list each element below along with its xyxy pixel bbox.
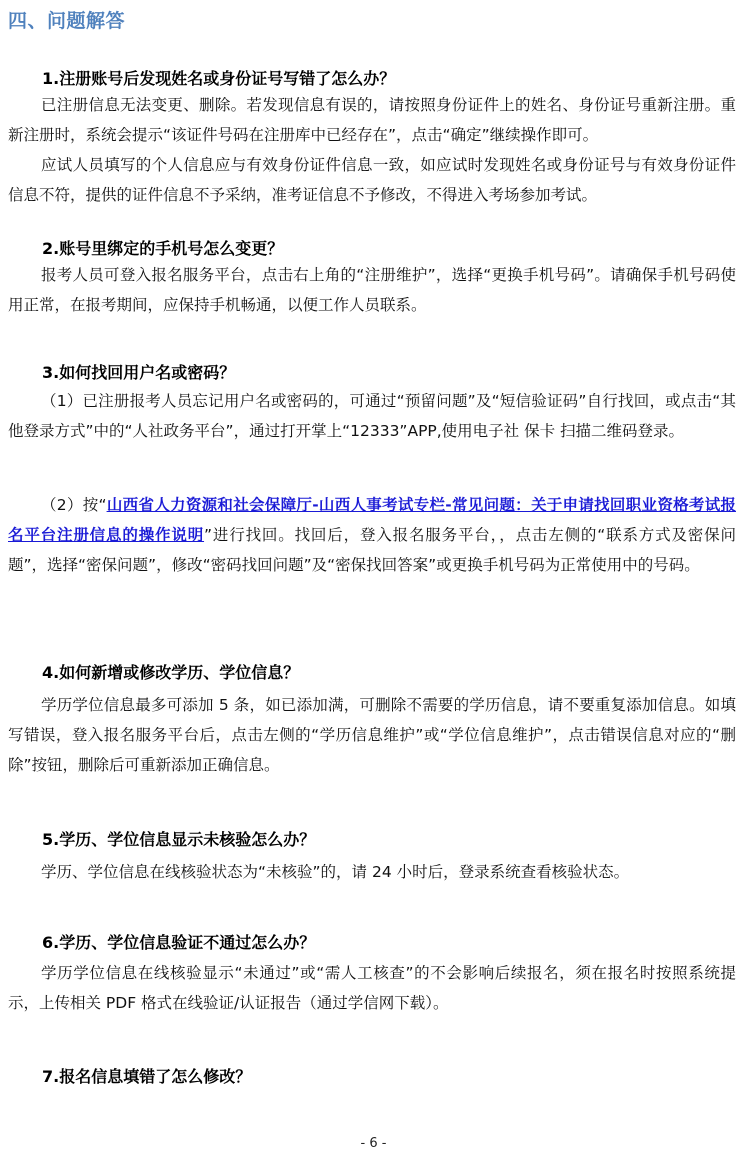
faq-question-1: 1.注册账号后发现姓名或身份证号写错了怎么办？ bbox=[42, 69, 396, 88]
faq-question-2: 2.账号里绑定的手机号怎么变更？ bbox=[42, 239, 284, 258]
faq-answer-1-paragraph-1: 已注册信息无法变更、删除。若发现信息有误的，请按照身份证件上的姓名、身份证号重新注册。重新注册时，系统会提示“该证件号码在注册库中已经存在”，点击“确定”继续操作即可。 bbox=[8, 96, 736, 144]
faq-answer-2-paragraph-1: 报考人员可登入报名服务平台，点击右上角的“注册维护”，选择“更换手机号码”。请确保手机号码使用正常，在报考期间，应保持手机畅通，以便工作人员联系。 bbox=[8, 266, 736, 314]
faq-question-7: 7.报名信息填错了怎么修改？ bbox=[42, 1067, 252, 1086]
faq-answer-6-paragraph-1: 学历学位信息在线核验显示“未通过”或“需人工核查”的不会影响后续报名，须在报名时按照系统提示，上传相关 PDF 格式在线验证/认证报告（通过学信网下载）。 bbox=[8, 964, 736, 1012]
page-number: - 6 - bbox=[360, 1136, 387, 1151]
link-prefix-text: （2）按“ bbox=[41, 496, 107, 514]
faq-question-6: 6.学历、学位信息验证不通过怎么办？ bbox=[42, 933, 316, 952]
faq-answer-3-paragraph-2 bbox=[8, 490, 736, 580]
faq-question-4: 4.如何新增或修改学历、学位信息？ bbox=[42, 663, 300, 682]
faq-question-5: 5.学历、学位信息显示未核验怎么办？ bbox=[42, 830, 316, 849]
help-article-link[interactable]: 山西省人力资源和社会保障厅-山西人事考试专栏-常见问题：关于申请找回职业资格考试报名平台注册信息的操作说明 bbox=[8, 496, 736, 544]
section-title: 四、问题解答 bbox=[8, 10, 126, 32]
faq-answer-4-paragraph-1: 学历学位信息最多可添加 5 条，如已添加满，可删除不需要的学历信息，请不要重复添加信息。如填写错误，登入报名服务平台后，点击左侧的“学历信息维护”或“学位信息维护”，点击错误信息对应的“删除”按钮，删除后可重新添加正确信息。 bbox=[8, 696, 736, 774]
link-suffix-text: ”进行找回。找回后，登入报名服务平台，，点击左侧的“联系方式及密保问题”，选择“密保问题”，修改“密码找回问题”及“密保找回答案”或更换手机号码为正常使用中的号码。 bbox=[8, 526, 736, 574]
faq-answer-1-paragraph-2: 应试人员填写的个人信息应与有效身份证件信息一致，如应试时发现姓名或身份证号与有效身份证件信息不符，提供的证件信息不予采纳，准考证信息不予修改，不得进入考场参加考试。 bbox=[8, 156, 736, 204]
faq-answer-5-paragraph-1: 学历、学位信息在线核验状态为“未核验”的，请 24 小时后，登录系统查看核验状态。 bbox=[41, 863, 630, 881]
faq-question-3: 3.如何找回用户名或密码？ bbox=[42, 363, 236, 382]
faq-answer-3-paragraph-1: （1）已注册报考人员忘记用户名或密码的，可通过“预留问题”及“短信验证码”自行找回，或点击“其他登录方式”中的“人社政务平台”，通过打开掌上“12333”APP,使用电子社 保卡 扫描二维码登录。 bbox=[8, 392, 736, 440]
